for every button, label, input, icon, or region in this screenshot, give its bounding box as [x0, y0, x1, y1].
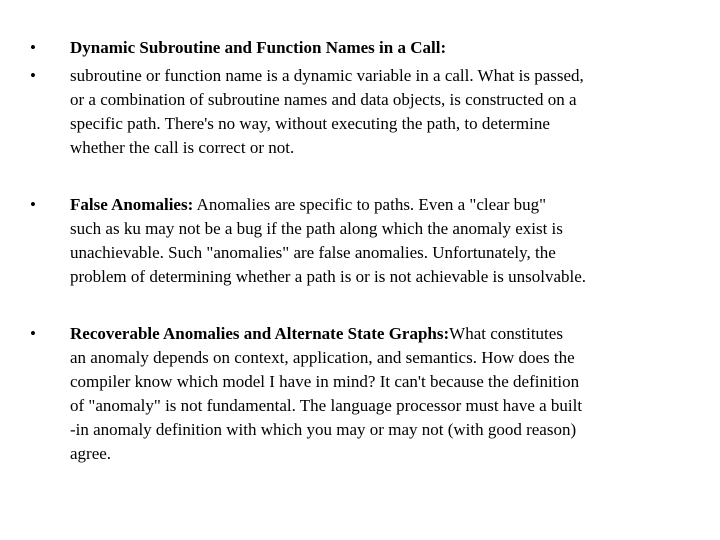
bullet-body: What constitutes an anomaly depends on context, application, and semantics. How does the compiler know which model I have in mind? It can't because the definition of "anomaly" is not fundamental. The language processor must have a built -in anomaly definition with which you may or may not (with good reason) agree. — [70, 324, 583, 463]
bullet-text — [70, 36, 690, 60]
bullet-dynamic-names-description — [30, 64, 690, 160]
bullet-text — [70, 193, 690, 289]
bullet-point-icon: • — [30, 66, 36, 85]
bullet-point-icon: • — [30, 195, 36, 214]
bullet-heading: False Anomalies: — [70, 195, 194, 214]
bullet-body: subroutine or function name is a dynamic variable in a call. What is passed, or a combination of subroutine names and data objects, is constructed on a specific path. There's no way, without executing the path, to determine whether the call is correct or not. — [70, 66, 584, 157]
bullet-false-anomalies — [30, 193, 690, 289]
bullet-recoverable-anomalies — [30, 322, 690, 466]
bullet-point-icon: • — [30, 324, 36, 343]
bullet-dynamic-names-heading — [30, 36, 690, 60]
bullet-text — [70, 322, 690, 466]
bullet-body: Anomalies are specific to paths. Even a "clear bug" such as ku may not be a bug if the path along which the anomaly exist is unachievable. Such "anomalies" are false anomalies. Unfortunately, the problem of determining whether a path is or is not achievable is unsolvable. — [70, 195, 587, 286]
bullet-heading: Recoverable Anomalies and Alternate State Graphs: — [70, 324, 450, 343]
bullet-point-icon: • — [30, 38, 36, 57]
bullet-text — [70, 64, 690, 160]
bullet-heading: Dynamic Subroutine and Function Names in a Call: — [70, 38, 447, 57]
